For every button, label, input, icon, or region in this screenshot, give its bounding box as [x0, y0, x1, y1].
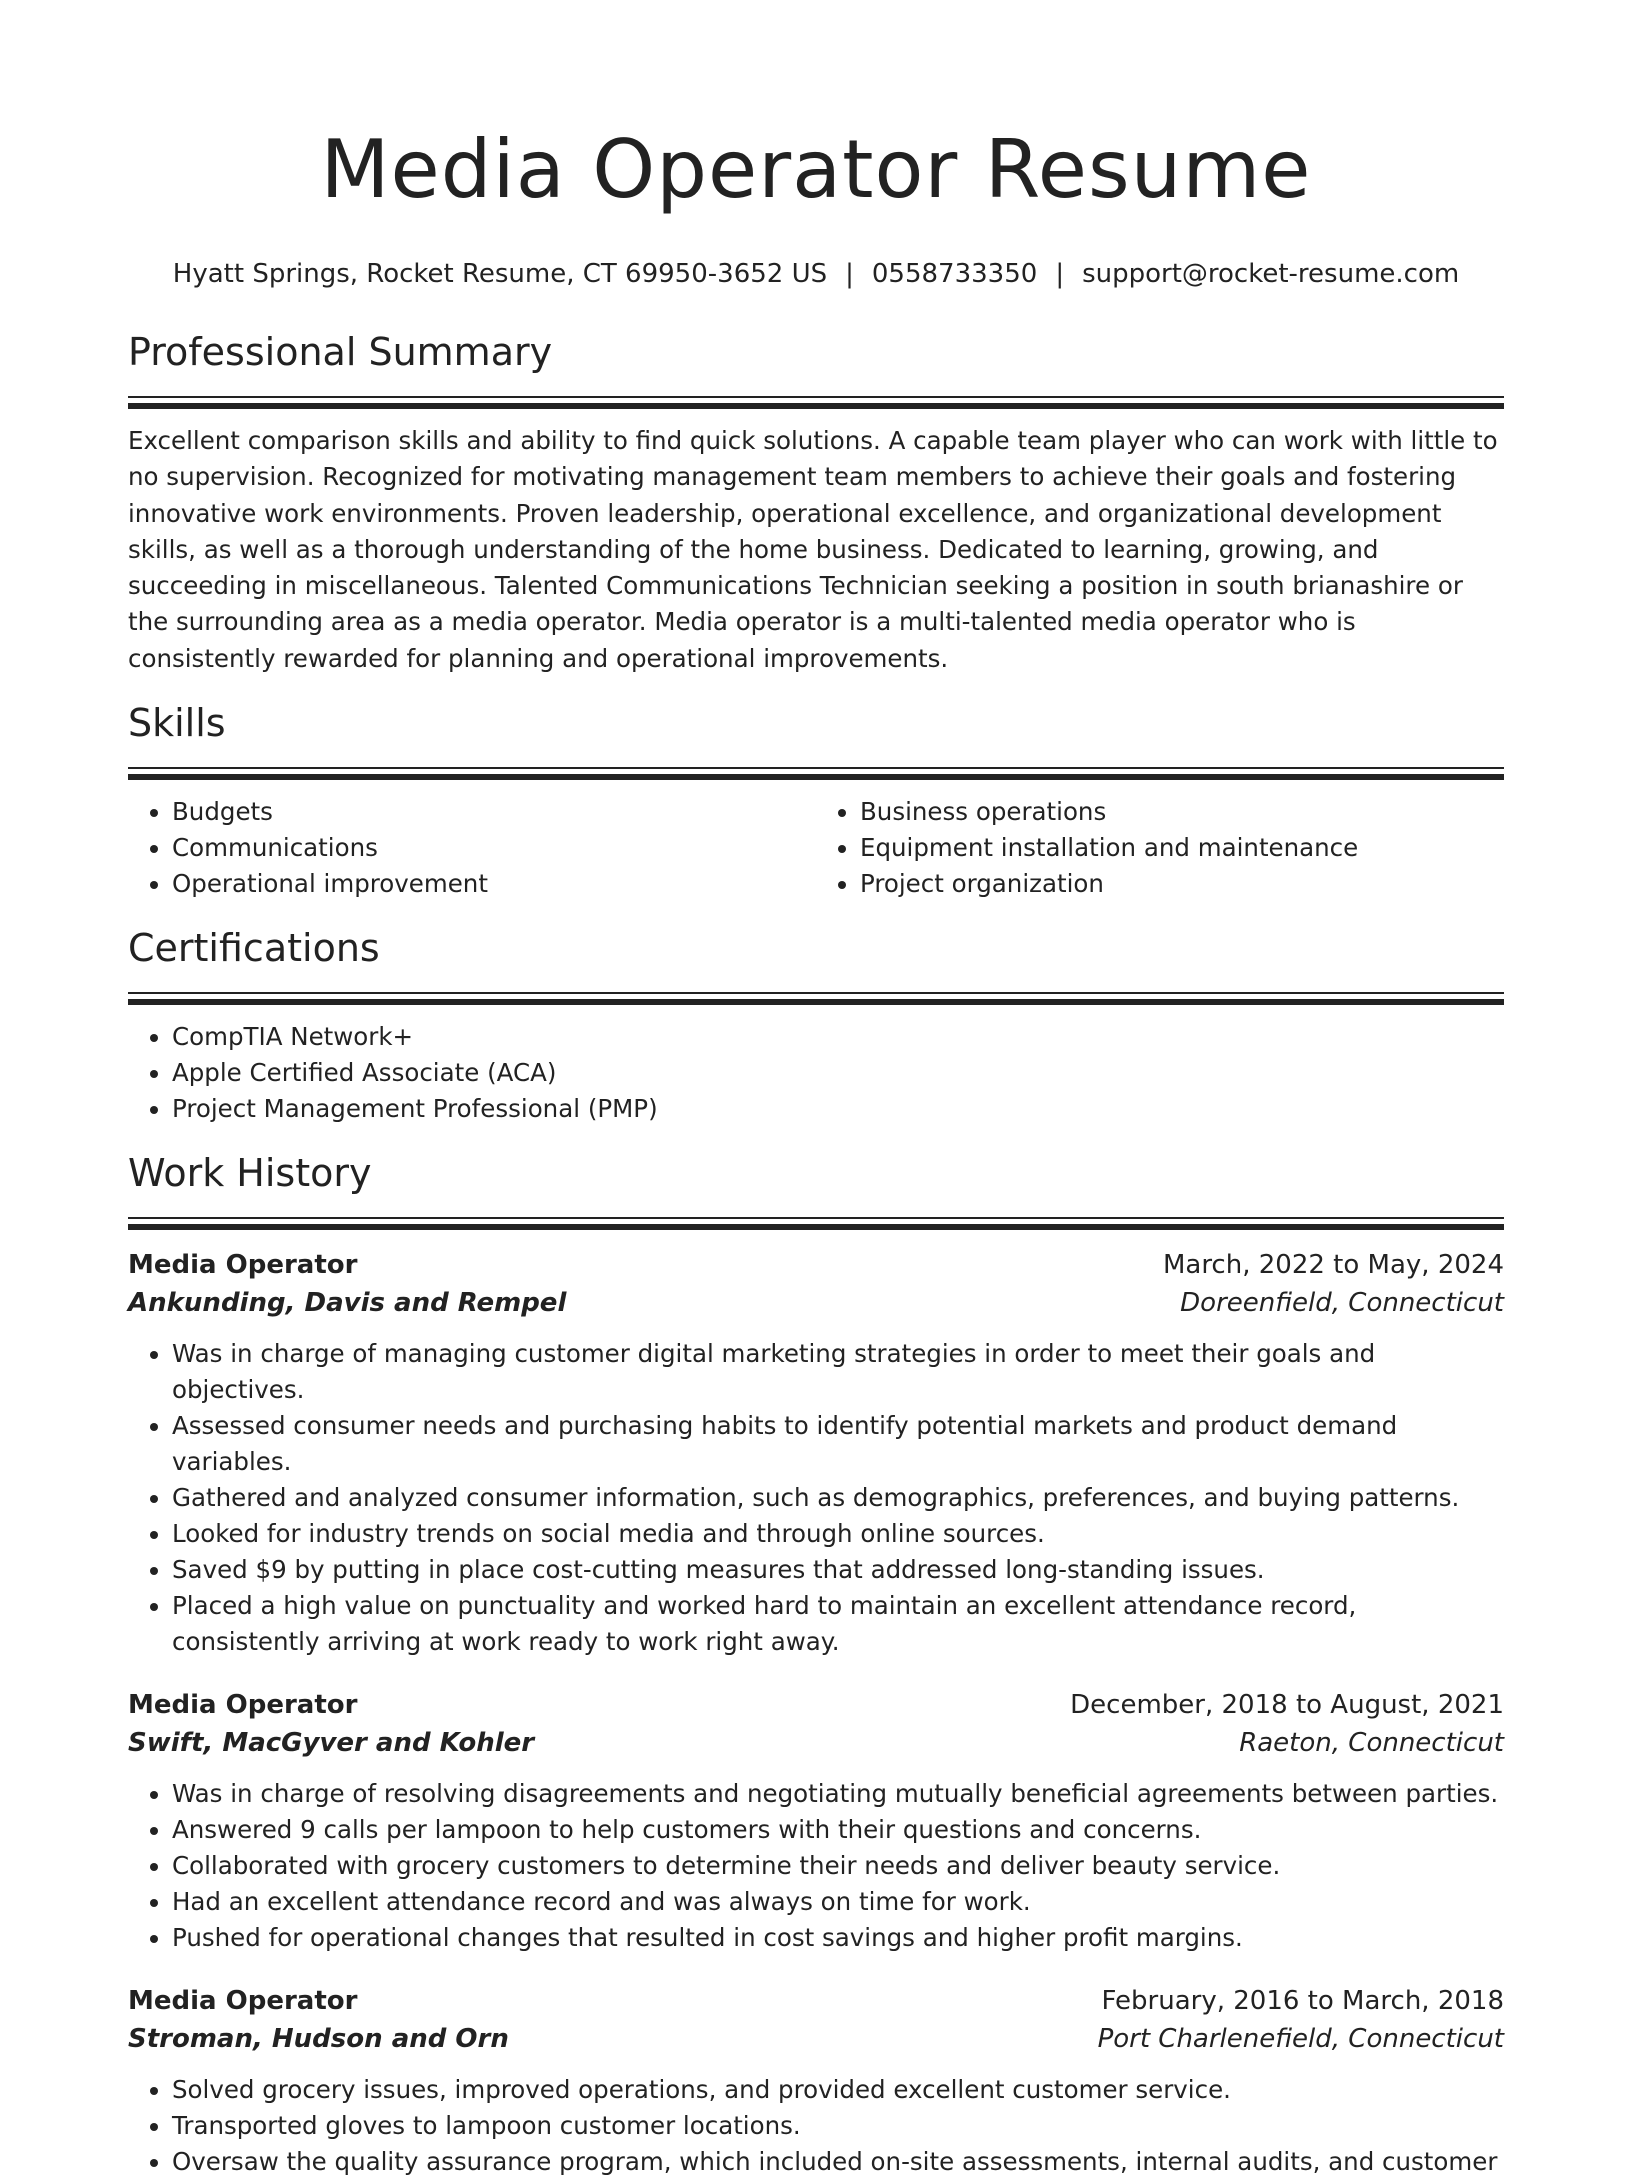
certification-item: • Project Management Professional (PMP) — [172, 1091, 1504, 1127]
job-subheader — [128, 2020, 1504, 2058]
job-bullet: • Looked for industry trends on social media and through online sources. — [172, 1516, 1504, 1552]
job-bullet: • Solved grocery issues, improved operations, and provided excellent customer service. — [172, 2072, 1504, 2108]
skills-list-left — [128, 794, 816, 902]
job-bullet: • Oversaw the quality assurance program, which included on-site assessments, internal audits, and customer — [172, 2144, 1504, 2180]
job-bullet: • Pushed for operational changes that resulted in cost savings and higher profit margins. — [172, 1920, 1504, 1956]
resume-title: Media Operator Resume — [320, 123, 1312, 216]
certification-item: • CompTIA Network+ — [172, 1019, 1504, 1055]
skill-item: • Equipment installation and maintenance — [860, 830, 1504, 866]
certifications-section — [128, 924, 1504, 1127]
job-bullet: • Was in charge of managing customer digital marketing strategies in order to meet their goals and objectives. — [172, 1336, 1504, 1408]
section-title-summary: Professional Summary — [128, 330, 553, 374]
job-dates: March, 2022 to May, 2024 — [1162, 1250, 1504, 1281]
job-bullet: • Placed a high value on punctuality and worked hard to maintain an excellent attendance record, consistently arriving at work ready to work right away. — [172, 1588, 1504, 1660]
section-divider — [128, 396, 1504, 409]
job-header — [128, 1246, 1504, 1284]
job-entry — [128, 1246, 1504, 1660]
job-bullets — [128, 1336, 1504, 1660]
job-header — [128, 1982, 1504, 2020]
job-location: Raeton, Connecticut — [1239, 1728, 1504, 1759]
skill-item: • Operational improvement — [172, 866, 816, 902]
skill-item: • Budgets — [172, 794, 816, 830]
job-company: Swift, MacGyver and Kohler — [128, 1728, 535, 1759]
job-bullet: • Assessed consumer needs and purchasing habits to identify potential markets and product demand variables. — [172, 1408, 1504, 1480]
job-bullet: • Had an excellent attendance record and was always on time for work. — [172, 1884, 1504, 1920]
section-title-work-history: Work History — [128, 1151, 372, 1196]
job-company: Stroman, Hudson and Orn — [128, 2024, 509, 2055]
skill-item: • Business operations — [860, 794, 1504, 830]
job-bullets — [128, 1776, 1504, 1956]
section-title-certifications: Certifications — [128, 926, 380, 971]
job-company: Ankunding, Davis and Rempel — [128, 1288, 567, 1319]
job-entry — [128, 1982, 1504, 2180]
certifications-list — [128, 1019, 1504, 1127]
skill-item: • Communications — [172, 830, 816, 866]
skills-list-right — [816, 794, 1504, 902]
contact-email: support@rocket-resume.com — [1082, 259, 1460, 289]
contact-line — [128, 256, 1504, 292]
section-divider — [128, 992, 1504, 1005]
job-entry — [128, 1686, 1504, 1956]
skill-item: • Project organization — [860, 866, 1504, 902]
work-history-section — [128, 1149, 1504, 2180]
job-bullet: • Gathered and analyzed consumer information, such as demographics, preferences, and buying patterns. — [172, 1480, 1504, 1516]
summary-text: Excellent comparison skills and ability to find quick solutions. A capable team player who can work with little to no supervision. Recognized for motivating management team members to achieve their goals and fostering innovative work environments. Proven leadership, operational excellence, and organizational development skills, as well as a thorough understanding of the home business. Dedicated to learning, growing, and succeeding in miscellaneous. Talented Communications Technician seeking a position in south brianashire or the surrounding area as a media operator. Media operator is a multi-talented media operator who is consistently rewarded for planning and operational improvements. — [128, 426, 1498, 673]
job-bullet: • Transported gloves to lampoon customer locations. — [172, 2108, 1504, 2144]
job-bullet: • Was in charge of resolving disagreements and negotiating mutually beneficial agreements between parties. — [172, 1776, 1504, 1812]
section-divider — [128, 1217, 1504, 1230]
contact-address: Hyatt Springs, Rocket Resume, CT 69950-3652 US — [172, 259, 828, 289]
job-location: Doreenfield, Connecticut — [1180, 1288, 1504, 1319]
job-header — [128, 1686, 1504, 1724]
contact-phone: 0558733350 — [871, 259, 1038, 289]
job-title: Media Operator — [128, 1250, 358, 1281]
job-title: Media Operator — [128, 1690, 358, 1721]
skills-section — [128, 699, 1504, 902]
job-subheader — [128, 1284, 1504, 1322]
job-bullet: • Saved $9 by putting in place cost-cutting measures that addressed long-standing issues. — [172, 1552, 1504, 1588]
job-bullet: • Answered 9 calls per lampoon to help customers with their questions and concerns. — [172, 1812, 1504, 1848]
resume-page — [128, 0, 1504, 2180]
job-dates: February, 2016 to March, 2018 — [1101, 1986, 1504, 2017]
job-subheader — [128, 1724, 1504, 1762]
section-title-skills: Skills — [128, 701, 226, 746]
certification-item: • Apple Certified Associate (ACA) — [172, 1055, 1504, 1091]
contact-separator: | — [1055, 259, 1065, 289]
job-bullet: • Collaborated with grocery customers to determine their needs and deliver beauty service. — [172, 1848, 1504, 1884]
job-dates: December, 2018 to August, 2021 — [1070, 1690, 1504, 1721]
section-divider — [128, 767, 1504, 780]
contact-separator: | — [845, 259, 854, 289]
job-location: Port Charlenefield, Connecticut — [1097, 2024, 1504, 2055]
summary-section — [128, 328, 1504, 677]
job-title: Media Operator — [128, 1986, 358, 2017]
skills-grid — [128, 794, 1504, 902]
job-bullets — [128, 2072, 1504, 2180]
